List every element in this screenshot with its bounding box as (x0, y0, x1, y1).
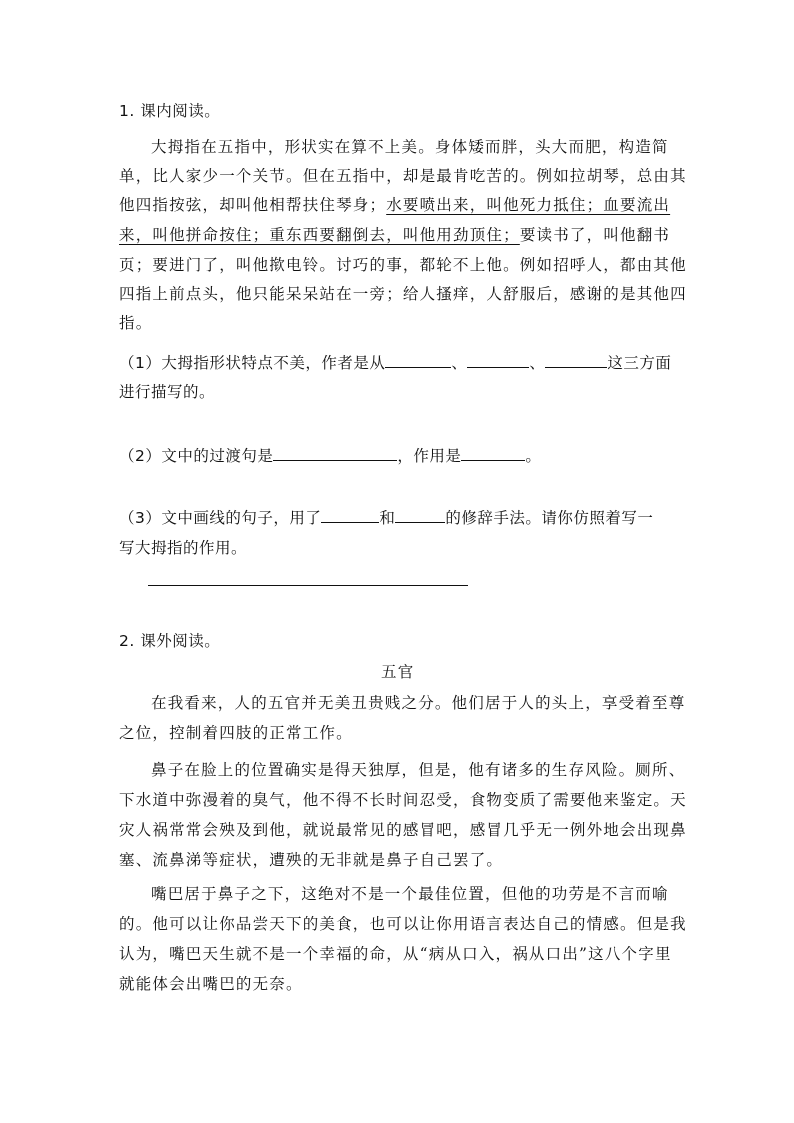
passage-text: 他四指按弦，却叫他相帮扶住琴身； (119, 196, 387, 214)
answer-blank[interactable] (385, 351, 451, 368)
question-3-mid: 和 (379, 509, 396, 527)
passage-line: 页；要进门了，叫他揿电铃。讨巧的事，都轮不上他。例如招呼人，都由其他 (119, 256, 687, 274)
section-2-heading: 2. 课外阅读。 (119, 632, 221, 650)
separator: 、 (451, 354, 468, 372)
article-title: 五官 (381, 663, 415, 681)
passage-line: 单，比人家少一个关节。但在五指中，却是最肯吃苦的。例如拉胡琴，总由其 (119, 167, 687, 185)
question-1-line-2: 进行描写的。 (119, 383, 216, 401)
passage-text: 要读书了，叫他翻书 (519, 226, 671, 244)
answer-blank[interactable] (545, 351, 607, 368)
article-line: 之位，控制着四肢的正常工作。 (119, 724, 353, 742)
article-line: 嘴巴居于鼻子之下，这绝对不是一个最佳位置，但他的功劳是不言而喻 (151, 885, 669, 903)
passage-line: 四指上前点头，他只能呆呆站在一旁；给人搔痒，人舒服后，感谢的是其他四 (119, 285, 687, 303)
question-3 (119, 506, 653, 528)
article-line: 塞、流鼻涕等症状，遭殃的无非就是鼻子自己罢了。 (119, 851, 504, 869)
section-1-heading: 1. 课内阅读。 (119, 102, 221, 120)
underlined-sentence: 来，叫他拼命按住；重东西要翻倒去，叫他用劲顶住； (119, 226, 520, 244)
answer-blank[interactable] (467, 351, 529, 368)
answer-blank[interactable] (321, 506, 379, 523)
question-1 (119, 351, 671, 373)
question-3-prefix: （3）文中画线的句子，用了 (119, 509, 322, 527)
answer-blank[interactable] (273, 444, 397, 461)
article-line: 就能体会出嘴巴的无奈。 (119, 975, 303, 993)
answer-line[interactable] (148, 585, 468, 586)
question-2 (119, 444, 541, 466)
question-3-suffix: 的修辞手法。请你仿照着写一 (445, 509, 654, 527)
passage-line (119, 225, 670, 245)
underlined-sentence: 水要喷出来，叫他死力抵住；血要流出 (386, 196, 671, 214)
question-2-mid: ，作用是 (397, 447, 462, 465)
answer-blank[interactable] (461, 444, 525, 461)
question-1-prefix: （1）大拇指形状特点不美，作者是从 (119, 354, 386, 372)
question-2-suffix: 。 (525, 447, 542, 465)
article-line: 鼻子在脸上的位置确实是得天独厚，但是，他有诸多的生存风险。厕所、 (151, 761, 686, 779)
article-line: 在我看来，人的五官并无美丑贵贱之分。他们居于人的头上，享受着至尊 (151, 694, 686, 712)
article-line: 下水道中弥漫着的臭气，他不得不长时间忍受，食物变质了需要他来鉴定。天 (119, 791, 687, 809)
question-1-suffix: 这三方面 (607, 354, 672, 372)
question-3-line-2: 写大拇指的作用。 (119, 539, 248, 557)
passage-line: 大拇指在五指中，形状实在算不上美。身体矮而胖，头大而肥，构造简 (151, 138, 669, 156)
separator: 、 (529, 354, 546, 372)
answer-blank[interactable] (395, 506, 445, 523)
passage-line (119, 195, 670, 215)
question-2-prefix: （2）文中的过渡句是 (119, 447, 274, 465)
article-line: 灾人祸常常会殃及到他，就说最常见的感冒吧，感冒几乎无一例外地会出现鼻 (119, 821, 687, 839)
passage-line: 指。 (119, 314, 153, 332)
article-line: 认为，嘴巴天生就不是一个幸福的命，从“病从口入，祸从口出”这八个字里 (119, 945, 672, 963)
article-line: 的。他可以让你品尝天下的美食，也可以让你用语言表达自己的情感。但是我 (119, 915, 687, 933)
